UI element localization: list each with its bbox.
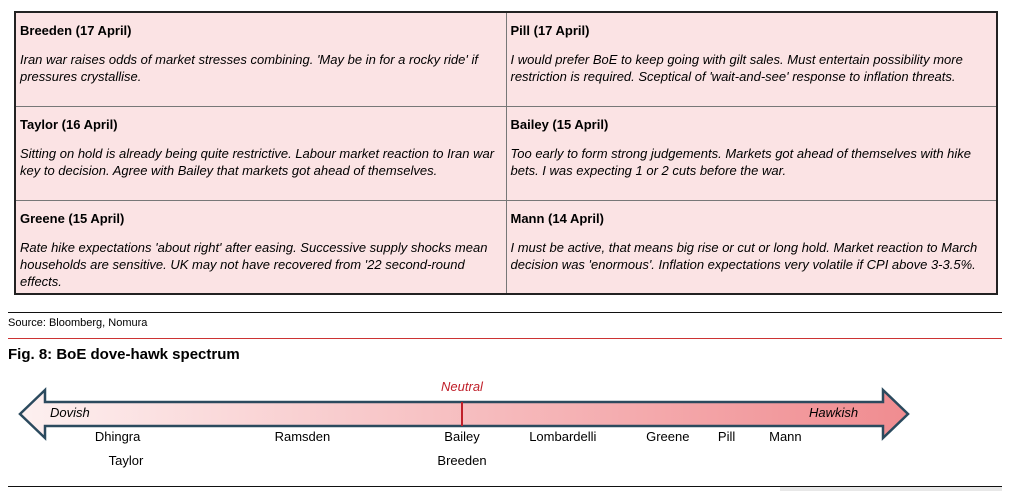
mpc-quotes-table <box>14 11 998 295</box>
member-label-dhingra: Dhingra <box>94 429 141 444</box>
neutral-label: Neutral <box>441 379 483 394</box>
member-label-taylor: Taylor <box>108 453 144 468</box>
dovish-label: Dovish <box>50 405 90 420</box>
member-label-greene: Greene <box>646 429 690 444</box>
quote-cell <box>15 12 506 106</box>
quote-speaker: Breeden (17 April) <box>20 23 132 38</box>
hawkish-label: Hawkish <box>809 405 859 420</box>
quote-cell <box>506 106 997 200</box>
member-label-breeden: Breeden <box>437 453 487 468</box>
quote-cell <box>506 12 997 106</box>
quote-speaker: Mann (14 April) <box>510 210 604 226</box>
table-row <box>15 106 997 200</box>
quote-cell <box>15 106 506 200</box>
quote-text: Too early to form strong judgements. Markets got ahead of themselves with hike bets. I was expecting 1 or 2 cuts before the war. <box>510 145 972 178</box>
divider <box>8 312 1002 313</box>
quote-text: I must be active, that means big rise or cut or long hold. Market reaction to March decision was 'enormous'. Inflation expectations very volatile if CPI above 3-3.5%. <box>510 239 978 272</box>
divider <box>8 338 1002 339</box>
figure-title: Fig. 8: BoE dove-hawk spectrum <box>8 346 240 363</box>
quote-text: Iran war raises odds of market stresses combining. 'May be in for a rocky ride' if pressures crystallise. <box>20 52 478 84</box>
source-note: Source: Bloomberg, Nomura <box>8 317 148 329</box>
table-row <box>15 12 997 106</box>
quote-cell <box>506 200 997 294</box>
member-label-lombardelli: Lombardelli <box>529 429 597 444</box>
dove-hawk-spectrum-arrow <box>0 376 1010 446</box>
quote-speaker: Taylor (16 April) <box>20 116 118 132</box>
quote-speaker: Greene (15 April) <box>20 210 125 226</box>
quote-text: I would prefer BoE to keep going with gilt sales. Must entertain possibility more restriction is required. Sceptical of 'wait-and-see' response to inflation threats. <box>510 52 963 84</box>
quote-cell <box>15 200 506 294</box>
quote-text: Sitting on hold is already being quite restrictive. Labour market reaction to Iran war key to decision. Agree with Bailey that markets got ahead of themselves. <box>20 145 495 178</box>
quote-text: Rate hike expectations 'about right' after easing. Successive supply shocks mean households are sensitive. UK may not have recovered from '22 second-round effects. <box>20 239 488 289</box>
quote-speaker: Bailey (15 April) <box>510 116 609 132</box>
member-label-ramsden: Ramsden <box>274 429 331 444</box>
member-label-pill: Pill <box>717 429 736 444</box>
member-label-bailey: Bailey <box>444 429 480 444</box>
quote-speaker: Pill (17 April) <box>510 23 590 38</box>
table-row <box>15 200 997 294</box>
footer-shade <box>780 487 1002 491</box>
member-label-mann: Mann <box>769 429 802 444</box>
